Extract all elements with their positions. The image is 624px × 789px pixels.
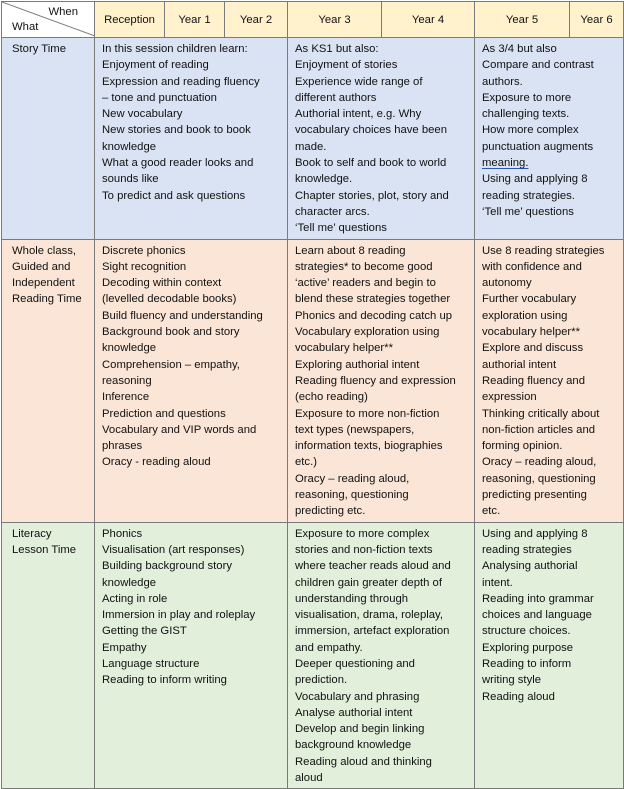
story-time-label (2, 38, 95, 240)
cell-line: Phonics and decoding catch up (295, 309, 453, 322)
cell-line: Using and applying 8 (482, 173, 588, 186)
cell-line: Authorial intent, e.g. Why (295, 108, 422, 121)
cell-line: Literacy (12, 527, 52, 540)
cell-line: Compare and contrast (482, 59, 594, 72)
cell-line: writing style (482, 674, 542, 687)
cell-line: How more complex (482, 124, 579, 137)
cell-line: made. (295, 140, 327, 153)
cell-line: predicting presenting (482, 489, 587, 502)
cell-line: Reading aloud (482, 690, 555, 703)
cell-line: Building background story (102, 560, 232, 573)
cell-line: forming opinion. (482, 440, 563, 453)
cell-line: Thinking critically about (482, 407, 600, 420)
cell-line: Enjoyment of stories (295, 59, 398, 72)
column-header-year-3: Year 3 (288, 2, 382, 38)
cell-line: text types (newspapers, (295, 423, 415, 436)
story-time-row (2, 38, 624, 240)
story-time-year3-year4 (288, 38, 475, 240)
cell-line: Use 8 reading strategies (482, 244, 605, 257)
cell-line: structure choices. (482, 625, 571, 638)
cell-line: Lesson Time (12, 543, 77, 556)
corner-header-cell (2, 2, 95, 38)
cell-line: Empathy (102, 641, 147, 654)
cell-line: Reading fluency and expression (295, 374, 456, 387)
literacy-year3-year4 (288, 522, 475, 789)
cell-line: Analyse authorial intent (295, 706, 413, 719)
cell-line: Vocabulary and phrasing (295, 690, 420, 703)
cell-line: authors. (482, 75, 523, 88)
cell-line: challenging texts. (482, 108, 570, 121)
whole-class-reading-row (2, 239, 624, 522)
cell-line: Language structure (102, 657, 200, 670)
story-time-reception-to-year2 (95, 38, 288, 240)
cell-line: predicting etc. (295, 505, 366, 518)
cell-line: Oracy – reading aloud, (482, 456, 597, 469)
cell-line: autonomy (482, 277, 532, 290)
column-header-year-5: Year 5 (475, 2, 570, 38)
cell-line: In this session children learn: (102, 43, 248, 55)
cell-line: As KS1 but also: (295, 43, 379, 55)
what-label: What (12, 20, 39, 33)
column-header-year-2: Year 2 (225, 2, 288, 38)
cell-line: strategies* to become good (295, 260, 433, 273)
cell-line: immersion, artefact exploration (295, 625, 450, 638)
cell-line: ‘active’ readers and begin to (295, 277, 436, 290)
cell-line: Getting the GIST (102, 625, 187, 638)
cell-line: ‘Tell me’ questions (295, 222, 387, 235)
cell-line: Analysing authorial (482, 560, 578, 573)
cell-line: Guided and (12, 260, 71, 273)
cell-line: Expression and reading fluency (102, 75, 260, 88)
cell-line: Discrete phonics (102, 244, 186, 257)
cell-line: Exploring purpose (482, 641, 574, 654)
header-row (2, 2, 624, 38)
cell-line: New vocabulary (102, 108, 183, 121)
cell-line: reasoning, questioning (482, 472, 596, 485)
cell-line: blend these strategies together (295, 293, 451, 306)
cell-line: (levelled decodable books) (102, 293, 237, 306)
cell-line: Prediction and questions (102, 407, 226, 420)
whole-class-reception-to-year2 (95, 239, 288, 522)
cell-line: Reading to inform (482, 657, 572, 670)
cell-line: Experience wide range of (295, 75, 423, 88)
cell-line: authorial intent (482, 358, 557, 371)
cell-line: Sight recognition (102, 260, 187, 273)
cell-line: phrases (102, 440, 143, 453)
when-label: When (48, 6, 78, 18)
cell-line: Reading fluency and (482, 374, 586, 387)
cell-line: vocabulary helper** (482, 326, 580, 339)
cell-line: Oracy - reading aloud (102, 456, 211, 469)
story-time-year5-year6 (475, 38, 624, 240)
cell-line: vocabulary choices have been (295, 124, 447, 137)
literacy-lesson-row (2, 522, 624, 789)
cell-line: Exploring authorial intent (295, 358, 420, 371)
cell-line: and empathy. (295, 641, 363, 654)
cell-line: Exposure to more non-fiction (295, 407, 440, 420)
cell-line: different authors (295, 91, 377, 104)
cell-line: understanding through (295, 592, 409, 605)
cell-line: Exposure to more (482, 91, 572, 104)
cell-line: Learn about 8 reading (295, 244, 406, 257)
cell-line: Reading into grammar (482, 592, 594, 605)
cell-line: aloud (295, 772, 323, 785)
cell-line: Oracy – reading aloud, (295, 472, 410, 485)
cell-line: knowledge. (295, 173, 353, 186)
literacy-reception-to-year2 (95, 522, 288, 789)
cell-line: knowledge (102, 576, 157, 589)
cell-line: with confidence and (482, 260, 582, 273)
cell-line: children gain greater depth of (295, 576, 442, 589)
cell-line: Inference (102, 391, 150, 404)
cell-line: knowledge (102, 140, 157, 153)
cell-line: choices and language (482, 609, 592, 622)
cell-line: ‘Tell me’ questions (482, 205, 574, 218)
cell-line: Develop and begin linking (295, 723, 425, 736)
cell-line: Explore and discuss (482, 342, 584, 355)
cell-line: – tone and punctuation (102, 91, 217, 104)
cell-line: stories and non-fiction texts (295, 543, 433, 556)
cell-line: Book to self and book to world (295, 157, 447, 170)
literacy-lesson-label (2, 522, 95, 789)
cell-line: sounds like (102, 173, 159, 186)
cell-line: Visualisation (art responses) (102, 543, 245, 556)
column-header-year-4: Year 4 (382, 2, 475, 38)
cell-line: expression (482, 391, 537, 404)
cell-line: meaning. (482, 157, 529, 170)
cell-line: Further vocabulary (482, 293, 577, 306)
cell-line: visualisation, drama, roleplay, (295, 609, 443, 622)
cell-line: As 3/4 but also (482, 43, 557, 55)
cell-line: Reading aloud and thinking (295, 755, 432, 768)
cell-line: reading strategies. (482, 189, 575, 202)
cell-line: reasoning, questioning (295, 489, 409, 502)
cell-line: Decoding within context (102, 277, 222, 290)
cell-line: intent. (482, 576, 513, 589)
cell-line: Comprehension – empathy, (102, 358, 240, 371)
cell-line: Reading to inform writing (102, 674, 227, 687)
cell-line: punctuation augments (482, 140, 594, 153)
cell-line: Reading Time (12, 293, 82, 306)
cell-line: character arcs. (295, 205, 370, 218)
literacy-year5-year6 (475, 522, 624, 789)
cell-line: Background book and story (102, 326, 240, 339)
cell-line: Vocabulary and VIP words and (102, 423, 257, 436)
cell-line: reading strategies (482, 543, 572, 556)
cell-line: (echo reading) (295, 391, 368, 404)
whole-class-reading-label (2, 239, 95, 522)
cell-line: etc. (482, 505, 501, 518)
cell-line: Build fluency and understanding (102, 309, 263, 322)
cell-line: Whole class, (12, 244, 77, 257)
cell-line: reasoning (102, 374, 152, 387)
whole-class-year3-year4 (288, 239, 475, 522)
cell-line: exploration using (482, 309, 568, 322)
reading-curriculum-table (1, 1, 624, 789)
column-header-year-6: Year 6 (570, 2, 624, 38)
cell-line: Independent (12, 277, 75, 290)
cell-line: Phonics (102, 527, 143, 540)
cell-line: information texts, biographies (295, 440, 443, 453)
cell-line: background knowledge (295, 739, 412, 752)
cell-line: Chapter stories, plot, story and (295, 189, 449, 202)
cell-line: Exposure to more complex (295, 527, 430, 540)
cell-line: Immersion in play and roleplay (102, 609, 256, 622)
whole-class-year5-year6 (475, 239, 624, 522)
cell-line: where teacher reads aloud and (295, 560, 451, 573)
cell-line: Acting in role (102, 592, 168, 605)
cell-line: etc.) (295, 456, 317, 469)
cell-line: New stories and book to book (102, 124, 251, 137)
column-header-year-1: Year 1 (165, 2, 225, 38)
cell-line: To predict and ask questions (102, 189, 246, 202)
cell-line: Story Time (12, 43, 66, 55)
cell-line: Using and applying 8 (482, 527, 588, 540)
column-header-reception: Reception (95, 2, 165, 38)
cell-line: Vocabulary exploration using (295, 326, 440, 339)
cell-line: knowledge (102, 342, 157, 355)
cell-line: What a good reader looks and (102, 157, 254, 170)
cell-line: Deeper questioning and (295, 657, 415, 670)
cell-line: Enjoyment of reading (102, 59, 209, 72)
cell-line: vocabulary helper** (295, 342, 393, 355)
cell-line: prediction. (295, 674, 348, 687)
cell-line: non-fiction articles and (482, 423, 596, 436)
